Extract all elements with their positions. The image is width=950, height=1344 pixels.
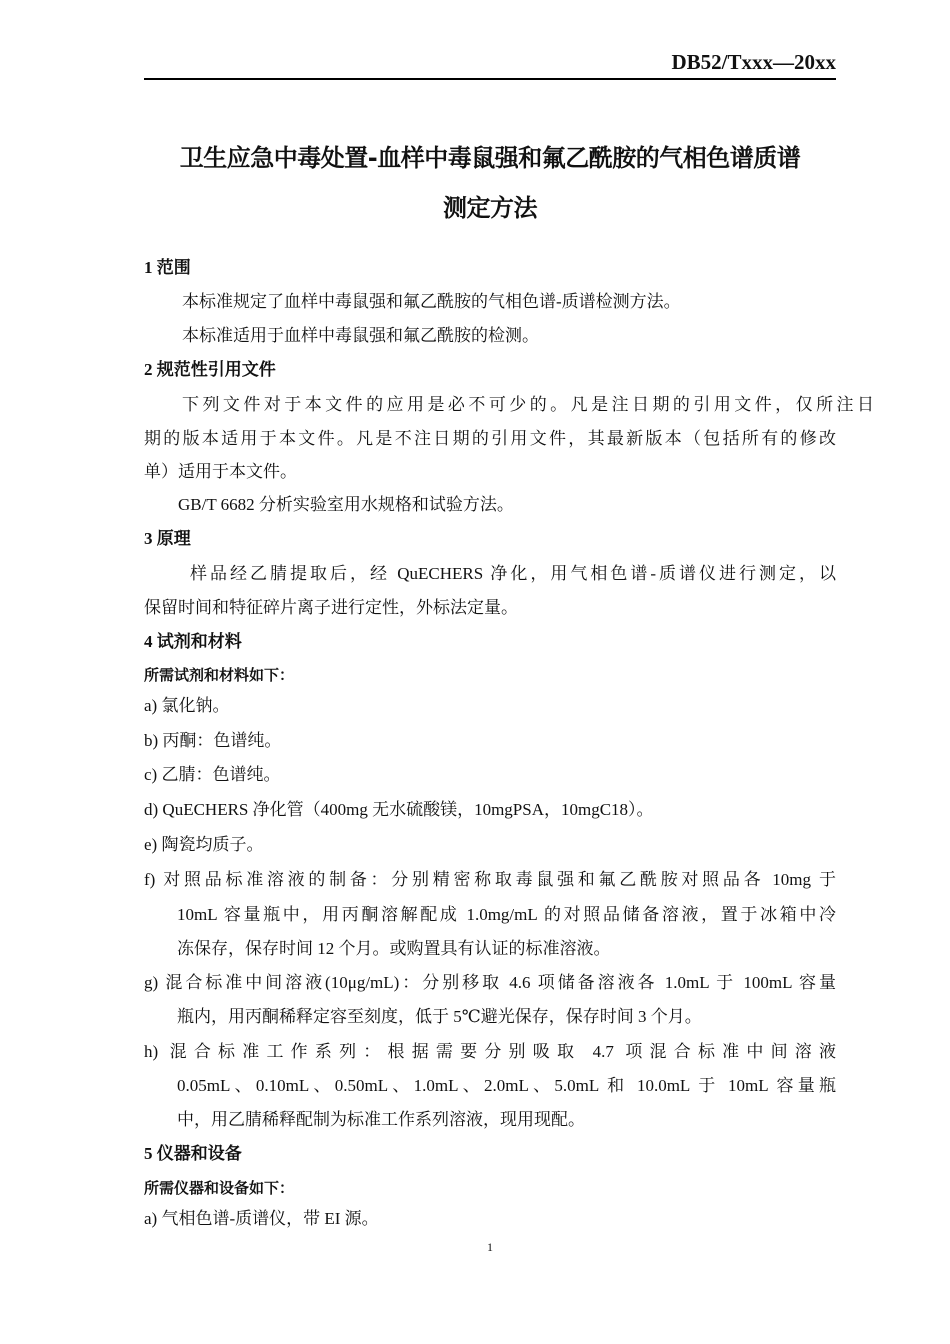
paragraph: 本标准规定了血样中毒鼠强和氟乙酰胺的气相色谱-质谱检测方法。 bbox=[182, 292, 681, 311]
page-number: 1 bbox=[487, 1240, 493, 1254]
paragraph: 样品经乙腈提取后，经 QuECHERS 净化，用气相色谱-质谱仪进行测定，以 bbox=[190, 564, 836, 583]
standard-code: DB52/Txxx—20xx bbox=[671, 50, 836, 74]
list-item: f) 对照品标准溶液的制备：分别精密称取毒鼠强和氟乙酰胺对照品各 10mg 于 bbox=[144, 870, 836, 889]
list-item: b) 丙酮：色谱纯。 bbox=[144, 731, 282, 750]
paragraph: 本标准适用于血样中毒鼠强和氟乙酰胺的检测。 bbox=[182, 326, 539, 345]
list-item: a) 气相色谱-质谱仪，带 EI 源。 bbox=[144, 1209, 379, 1228]
list-item: e) 陶瓷均质子。 bbox=[144, 835, 264, 854]
list-item: g) 混合标准中间溶液(10μg/mL)：分别移取 4.6 项储备溶液各 1.0mL 于 100mL 容量 bbox=[144, 973, 836, 992]
paragraph: 下列文件对于本文件的应用是必不可少的。凡是注日期的引用文件，仅所注日 bbox=[182, 395, 874, 414]
section-heading-normative-references: 2 规范性引用文件 bbox=[144, 360, 276, 379]
paragraph: 期的版本适用于本文件。凡是不注日期的引用文件，其最新版本（包括所有的修改 bbox=[144, 429, 836, 448]
reference-item: GB/T 6682 分析实验室用水规格和试验方法。 bbox=[178, 495, 514, 514]
list-item-continuation: 0.05mL、0.10mL、0.50mL、1.0mL、2.0mL、5.0mL 和 10.0mL 于 10mL 容量瓶 bbox=[177, 1076, 836, 1095]
list-item: d) QuECHERS 净化管（400mg 无水硫酸镁，10mgPSA，10mgC18）。 bbox=[144, 800, 654, 819]
document-title-line2: 测定方法 bbox=[443, 194, 537, 222]
document-title-line1: 卫生应急中毒处置-血样中毒鼠强和氟乙酰胺的气相色谱质谱 bbox=[179, 144, 801, 172]
paragraph: 保留时间和特征碎片离子进行定性，外标法定量。 bbox=[144, 598, 518, 617]
header-divider bbox=[144, 78, 836, 80]
list-item: a) 氯化钠。 bbox=[144, 696, 230, 715]
list-item: c) 乙腈：色谱纯。 bbox=[144, 765, 281, 784]
section-heading-instruments: 5 仪器和设备 bbox=[144, 1144, 242, 1163]
paragraph: 单）适用于本文件。 bbox=[144, 462, 297, 481]
list-item-continuation: 冻保存，保存时间 12 个月。或购置具有认证的标准溶液。 bbox=[177, 939, 611, 958]
list-intro: 所需仪器和设备如下： bbox=[144, 1181, 295, 1197]
section-heading-reagents: 4 试剂和材料 bbox=[144, 632, 242, 651]
list-intro: 所需试剂和材料如下： bbox=[144, 668, 295, 684]
list-item-continuation: 中，用乙腈稀释配制为标准工作系列溶液，现用现配。 bbox=[177, 1110, 585, 1129]
list-item: h) 混合标准工作系列：根据需要分别吸取 4.7 项混合标准中间溶液 bbox=[144, 1042, 836, 1061]
section-heading-scope: 1 范围 bbox=[144, 258, 191, 277]
section-heading-principle: 3 原理 bbox=[144, 529, 191, 548]
list-item-continuation: 10mL 容量瓶中，用丙酮溶解配成 1.0mg/mL 的对照品储备溶液，置于冰箱中冷 bbox=[177, 905, 836, 924]
list-item-continuation: 瓶内，用丙酮稀释定容至刻度，低于 5℃避光保存，保存时间 3 个月。 bbox=[177, 1007, 702, 1026]
